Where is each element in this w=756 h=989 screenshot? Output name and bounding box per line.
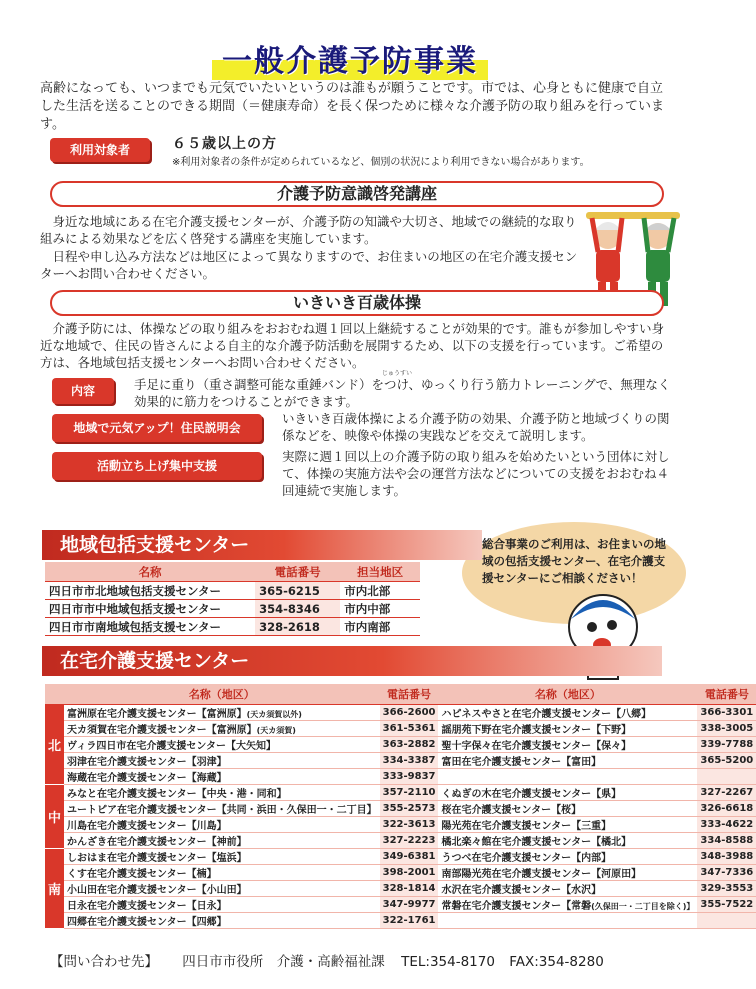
- table-row: [45, 897, 756, 913]
- table-row: [45, 769, 756, 785]
- center-name-right: [438, 833, 697, 849]
- center1-header-row: [45, 562, 420, 582]
- center-name-left-text: ユートピア在宅介護支援センター【共同・浜田・久保田一・二丁目】: [67, 805, 377, 816]
- center-phone-left-text: 333-9837: [382, 771, 436, 782]
- center-phone-right-text: 329-3553: [700, 883, 754, 894]
- center-name-right-text: 富田在宅介護支援センター【富田】: [441, 757, 602, 768]
- center-name-right: [438, 897, 697, 913]
- col-name-right: 名称（地区）: [438, 684, 697, 705]
- center-name-right: [438, 737, 697, 753]
- center-name-left: [64, 753, 380, 769]
- center-name-right-text: 桜在宅介護支援センター【桜】: [441, 805, 582, 816]
- center-area: 市内中部: [340, 600, 420, 618]
- center-name-left-text: かんざき在宅介護支援センター【神前】: [67, 837, 247, 848]
- center-phone-right-text: 355-7522: [700, 899, 754, 910]
- center-phone-right-text: 366-3301: [700, 707, 754, 718]
- center-name-left-text: 富洲原在宅介護支援センター【富洲原】: [67, 709, 247, 720]
- page-title: 一般介護予防事業: [0, 36, 700, 80]
- center-phone-left-text: 363-2882: [382, 739, 436, 750]
- center-name-right: [438, 721, 697, 737]
- col-phone: 電話番号: [255, 562, 340, 582]
- region-label: 南: [45, 849, 64, 929]
- target-label: 利用対象者: [50, 138, 150, 162]
- center-name-right: [438, 785, 697, 801]
- center-phone-right-text: 347-7336: [700, 867, 754, 878]
- center2-heading: 在宅介護支援センター: [42, 646, 662, 676]
- center-name-right-text: 陽光苑在宅介護支援センター【三重】: [441, 821, 612, 832]
- center-phone-left-text: 322-1761: [382, 915, 436, 926]
- center-name-left-text: しおはま在宅介護支援センター【塩浜】: [67, 853, 247, 864]
- center-name-right: [438, 913, 697, 929]
- footer-tel: TEL:354-8170: [401, 954, 495, 970]
- center-phone-left-text: 398-2001: [382, 867, 436, 878]
- center-phone-right: [697, 865, 756, 881]
- center-phone-left: [380, 705, 439, 721]
- footer-label: 【問い合わせ先】: [50, 954, 158, 970]
- center-phone: 365-6215: [255, 582, 340, 600]
- center-phone-left-text: 322-3613: [382, 819, 436, 830]
- center-phone-right-text: 333-4622: [700, 819, 754, 830]
- center-phone-left-text: 328-1814: [382, 883, 436, 894]
- region-label: 北: [45, 705, 64, 785]
- seminar-heading: 介護予防意識啓発講座: [50, 181, 664, 207]
- center-phone-right: [697, 817, 756, 833]
- center-phone-right-text: 338-3005: [700, 723, 754, 734]
- center-name-left: [64, 881, 380, 897]
- center-name-left-text: 海蔵在宅介護支援センター【海蔵】: [67, 773, 227, 784]
- footer: [50, 950, 670, 970]
- center-note-left: (天カ須賀): [256, 726, 296, 735]
- center-phone-left-text: 357-2110: [382, 787, 436, 798]
- center-name-left: [64, 897, 380, 913]
- table-row: [45, 833, 756, 849]
- center-phone: 328-2618: [255, 618, 340, 636]
- center-phone-left-text: 347-9977: [382, 899, 436, 910]
- center-phone-left: [380, 881, 439, 897]
- table-row: [45, 881, 756, 897]
- center-area: 市内北部: [340, 582, 420, 600]
- seminar-text-1: 身近な地域にある在宅介護支援センターが、介護予防の知識や大切さ、地域での継続的な取り組みによる効果などを広く啓発する講座を実施しています。: [40, 214, 577, 246]
- table-row: [45, 865, 756, 881]
- ruby-text: じゅうすい: [382, 370, 413, 377]
- launch-support-text: 実際に週１回以上の介護予防の取り組みを始めたいという団体に対して、体操の実施方法や会の運営方法などについての支援をおおむね４回連続で実施します。: [282, 449, 670, 498]
- center-name-left: [64, 913, 380, 929]
- center-phone-right: [697, 833, 756, 849]
- center-note-left: (天カ須賀以外): [246, 710, 302, 719]
- center-name-right-text: うつべ在宅介護支援センター【内部】: [441, 853, 612, 864]
- center-name-right: [438, 865, 697, 881]
- col-name: 名称: [45, 562, 255, 582]
- center-name-right: [438, 849, 697, 865]
- content-label: 内容: [52, 378, 114, 404]
- col-phone-right: 電話番号: [697, 684, 756, 705]
- center-phone-left: [380, 817, 439, 833]
- briefing-text: いきいき百歳体操による介護予防の効果、介護予防と地域づくりの関係などを、映像や体操の実践などを交えて説明します。: [282, 411, 670, 443]
- center-name-left: [64, 721, 380, 737]
- center-phone-right: [697, 913, 756, 929]
- center-phone-left: [380, 721, 439, 737]
- center-name-right-text: ハピネスやさと在宅介護支援センター【八郷】: [441, 709, 652, 720]
- center-phone-right-text: 327-2267: [700, 787, 754, 798]
- center-phone-right: [697, 769, 756, 785]
- briefing-label: 地域で元気アップ！住民説明会: [52, 414, 262, 442]
- center-name-left: [64, 865, 380, 881]
- table-row: [45, 801, 756, 817]
- exercise-heading: いきいき百歳体操: [50, 290, 664, 316]
- center-phone-right-text: 339-7788: [700, 739, 754, 750]
- target-note: ※利用対象者の条件が定められているなど、個別の状況により利用できない場合があります。: [172, 157, 590, 168]
- bubble-text: 総合事業のご利用は、お住まいの地域の包括支援センター、在宅介護支援センターにご相談ください！: [482, 537, 666, 585]
- center1-table: [45, 562, 420, 636]
- center2-table: [45, 684, 756, 929]
- center-name-left: [64, 801, 380, 817]
- center-phone-right-text: 348-3988: [700, 851, 754, 862]
- center-phone: 354-8346: [255, 600, 340, 618]
- center-phone-right: [697, 721, 756, 737]
- center-name: 四日市市南地域包括支援センター: [45, 618, 255, 636]
- center-name-left-text: くす在宅介護支援センター【楠】: [67, 869, 217, 880]
- col-area: 担当地区: [340, 562, 420, 582]
- center-name-left: [64, 705, 380, 721]
- center-phone-left: [380, 849, 439, 865]
- center-area: 市内南部: [340, 618, 420, 636]
- table-row: [45, 849, 756, 865]
- center-name-left-text: 羽津在宅介護支援センター【羽津】: [67, 757, 227, 768]
- center-name-right: [438, 769, 697, 785]
- center-name-left-text: 小山田在宅介護支援センター【小山田】: [67, 885, 247, 896]
- center-phone-right: [697, 785, 756, 801]
- center-phone-left: [380, 801, 439, 817]
- center-phone-right-text: 334-8588: [700, 835, 754, 846]
- center-phone-right: [697, 897, 756, 913]
- center-name-left: [64, 785, 380, 801]
- table-row: [45, 785, 756, 801]
- center-phone-left: [380, 865, 439, 881]
- col-phone-left: 電話番号: [380, 684, 439, 705]
- center1-heading: 地域包括支援センター: [42, 530, 482, 560]
- center-phone-right: [697, 849, 756, 865]
- center-name-right-text: 南部陽光苑在宅介護支援センター【河原田】: [441, 869, 642, 880]
- center-phone-left-text: 349-6381: [382, 851, 436, 862]
- table-row: [45, 817, 756, 833]
- footer-org: 四日市市役所 介護・高齢福祉課: [182, 954, 385, 970]
- center-phone-left-text: 334-3387: [382, 755, 436, 766]
- center-name-right-text: 常磐在宅介護支援センター【常磐: [441, 901, 592, 912]
- exercise-text: 介護予防には、体操などの取り組みをおおむね週１回以上継続することが効果的です。誰もが参加しやすい身近な地域で、住民の皆さんによる自主的な介護予防活動を展開するため、以下の支援を行っています。ご希望の方は、各地域包括支援センターへお問い合わせください。: [40, 321, 665, 370]
- center-name-left-text: 川島在宅介護支援センター【川島】: [67, 821, 227, 832]
- center-name-left: [64, 737, 380, 753]
- center-name-left: [64, 833, 380, 849]
- center-phone-right: [697, 705, 756, 721]
- center-phone-right: [697, 753, 756, 769]
- center-phone-left: [380, 785, 439, 801]
- center-phone-left: [380, 737, 439, 753]
- center-name-left: [64, 817, 380, 833]
- center-name-left-text: みなと在宅介護支援センター【中央・港・同和】: [67, 789, 287, 800]
- center-name-right-text: 水沢在宅介護支援センター【水沢】: [441, 885, 602, 896]
- center-name-left: [64, 769, 380, 785]
- target-value: ６５歳以上の方: [172, 136, 277, 152]
- table-row: [45, 913, 756, 929]
- content-text: 手足に重り（重さ調整可能な重錘バンド）をつけ、ゆっくり行う筋力トレーニングで、無理なく効果的に筋力をつけることができます。: [134, 377, 671, 409]
- seminar-text-2: 日程や申し込み方法などは地区によって異なりますので、お住まいの地区の在宅介護支援センターへお問い合わせください。: [40, 249, 578, 281]
- table-row: [45, 705, 756, 721]
- center-phone-left-text: 361-5361: [382, 723, 436, 734]
- table-row: [45, 721, 756, 737]
- center-phone-right: [697, 881, 756, 897]
- table-row: [45, 753, 756, 769]
- table-row: [45, 582, 420, 600]
- center2-header-row: [45, 684, 756, 705]
- center-name-right: [438, 753, 697, 769]
- center-phone-right: [697, 801, 756, 817]
- center-phone-left: [380, 769, 439, 785]
- center-phone-left: [380, 753, 439, 769]
- center-phone-left-text: 355-2573: [382, 803, 436, 814]
- center-phone-left: [380, 833, 439, 849]
- launch-support-label: 活動立ち上げ集中支援: [52, 452, 262, 480]
- center-name-right-text: 聖十字保々在宅介護支援センター【保々】: [441, 741, 632, 752]
- center-phone-left-text: 327-2223: [382, 835, 436, 846]
- center-name: 四日市市北地域包括支援センター: [45, 582, 255, 600]
- footer-fax: FAX:354-8280: [509, 954, 604, 970]
- center-name-right: [438, 801, 697, 817]
- table-row: [45, 618, 420, 636]
- center-note-right: (久保田一・二丁目を除く)】: [591, 902, 695, 911]
- center-phone-left: [380, 913, 439, 929]
- center-phone-left: [380, 897, 439, 913]
- center-name-right-text: くぬぎの木在宅介護支援センター【県】: [441, 789, 622, 800]
- center-name-right-text: 橘北楽々館在宅介護支援センター【橘北】: [441, 837, 632, 848]
- center-phone-right: [697, 737, 756, 753]
- center-phone-right-text: 365-5200: [700, 755, 754, 766]
- intro-text: 高齢になっても、いつまでも元気でいたいというのは誰もが願うことです。市では、心身ともに健康で自立した生活を送ることのできる期間（＝健康寿命）を長く保つために様々な介護予防の取り組みを行っています。: [40, 81, 665, 132]
- center-name-right: [438, 705, 697, 721]
- center-name-left: [64, 849, 380, 865]
- center-name-left-text: 四郷在宅介護支援センター【四郷】: [67, 917, 227, 928]
- center-name: 四日市市中地域包括支援センター: [45, 600, 255, 618]
- center-name-right: [438, 881, 697, 897]
- center-name-right: [438, 817, 697, 833]
- center-phone-left-text: 366-2600: [382, 707, 436, 718]
- center-name-left-text: ヴィラ四日市在宅介護支援センター【大矢知】: [67, 741, 277, 752]
- region-label: 中: [45, 785, 64, 849]
- table-row: [45, 600, 420, 618]
- table-row: [45, 737, 756, 753]
- col-name-left: 名称（地区）: [64, 684, 380, 705]
- center-name-left-text: 日永在宅介護支援センター【日永】: [67, 901, 227, 912]
- center-name-right-text: 謡朋苑下野在宅介護支援センター【下野】: [441, 725, 632, 736]
- center-phone-right-text: 326-6618: [700, 803, 754, 814]
- center-name-left-text: 天カ須賀在宅介護支援センター【富洲原】: [67, 725, 257, 736]
